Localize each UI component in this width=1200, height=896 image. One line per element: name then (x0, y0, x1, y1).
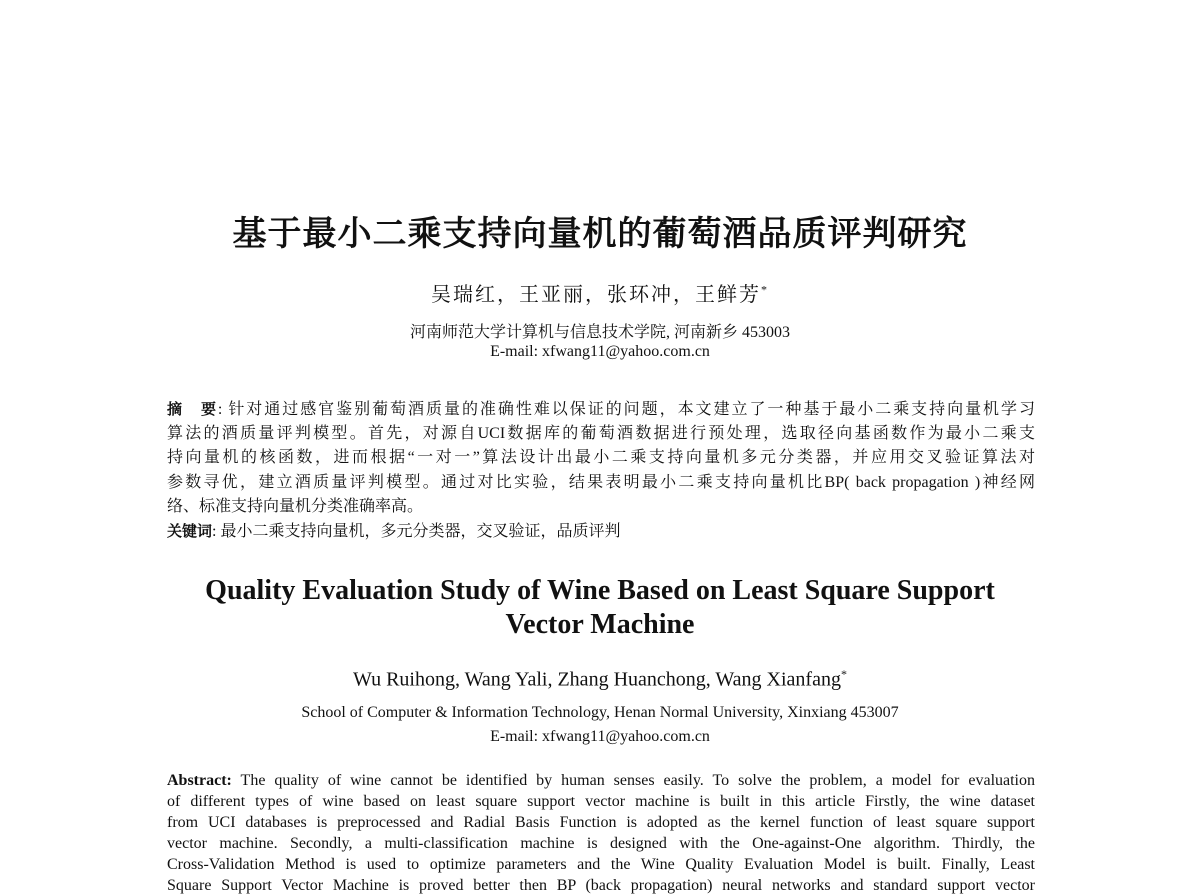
corresponding-mark: * (840, 667, 847, 681)
abstract-line: 算法的酒质量评判模型。首先，对源自UCI数据库的葡萄酒数据进行预处理，选取径向基函数作为最小二乘支 (167, 425, 1035, 443)
abstract-label: 摘 要 (167, 400, 218, 418)
abstract-line: vector machine. Secondly, a multi-classification machine is designed with the One-against-One algorithm. Thirdly, the (167, 835, 1035, 852)
abstract-line: 摘 要: 针对通过感官鉴别葡萄酒质量的准确性难以保证的问题，本文建立了一种基于最小二乘支持向量机学习 (167, 400, 1035, 418)
corresponding-mark: * (761, 282, 769, 297)
abstract-line: Square Support Vector Machine is proved better then BP (back propagation) neural networks and standard support vector (167, 877, 1035, 894)
chinese-title: 基于最小二乘支持向量机的葡萄酒品质评判研究 (232, 214, 968, 254)
english-email[interactable]: E-mail: xfwang11@yahoo.com.cn (490, 728, 710, 745)
abstract-line: of different types of wine based on least square support vector machine is built in this article Firstly, the wine dataset (167, 793, 1035, 810)
abstract-line: from UCI databases is preprocessed and Radial Basis Function is adopted as the kernel function of least square support (167, 814, 1035, 831)
abstract-line: Abstract: The quality of wine cannot be identified by human senses easily. To solve the problem, a model for evaluation (167, 772, 1035, 789)
author-names: Wu Ruihong, Wang Yali, Zhang Huanchong, Wang Xianfang (353, 668, 841, 691)
english-authors (0, 667, 1200, 692)
abstract-line: 络、标准支持向量机分类准确率高。 (167, 497, 424, 515)
title-line: Quality Evaluation Study of Wine Based on Least Square Support (205, 575, 995, 606)
chinese-keywords (167, 518, 620, 541)
abstract-line: Cross-Validation Method is used to optimize parameters and the Wine Quality Evaluation Model is built. Finally, Least (167, 856, 1035, 873)
chinese-email[interactable]: E-mail: xfwang11@yahoo.com.cn (490, 343, 710, 360)
english-abstract (167, 770, 1035, 896)
keywords-label: 关键词 (167, 522, 213, 540)
english-affiliation: School of Computer & Information Technology, Henan Normal University, Xinxiang 453007 (301, 704, 899, 721)
author-names: 吴瑞红，王亚丽，张环冲，王鲜芳 (431, 284, 761, 306)
chinese-authors (0, 278, 1200, 307)
english-title (0, 574, 1200, 642)
keywords-text: : 最小二乘支持向量机，多元分类器，交叉验证，品质评判 (212, 523, 621, 540)
abstract-line: 参数寻优，建立酒质量评判模型。通过对比实验，结果表明最小二乘支持向量机比BP( back propagation )神经网 (167, 473, 1035, 491)
abstract-label: Abstract: (167, 772, 232, 789)
chinese-abstract (167, 397, 1035, 519)
title-line: Vector Machine (505, 609, 695, 640)
chinese-affiliation: 河南师范大学计算机与信息技术学院, 河南新乡 453003 (409, 324, 790, 341)
abstract-line: 持向量机的核函数，进而根据“一对一”算法设计出最小二乘支持向量机多元分类器，并应用交叉验证算法对 (167, 449, 1035, 467)
